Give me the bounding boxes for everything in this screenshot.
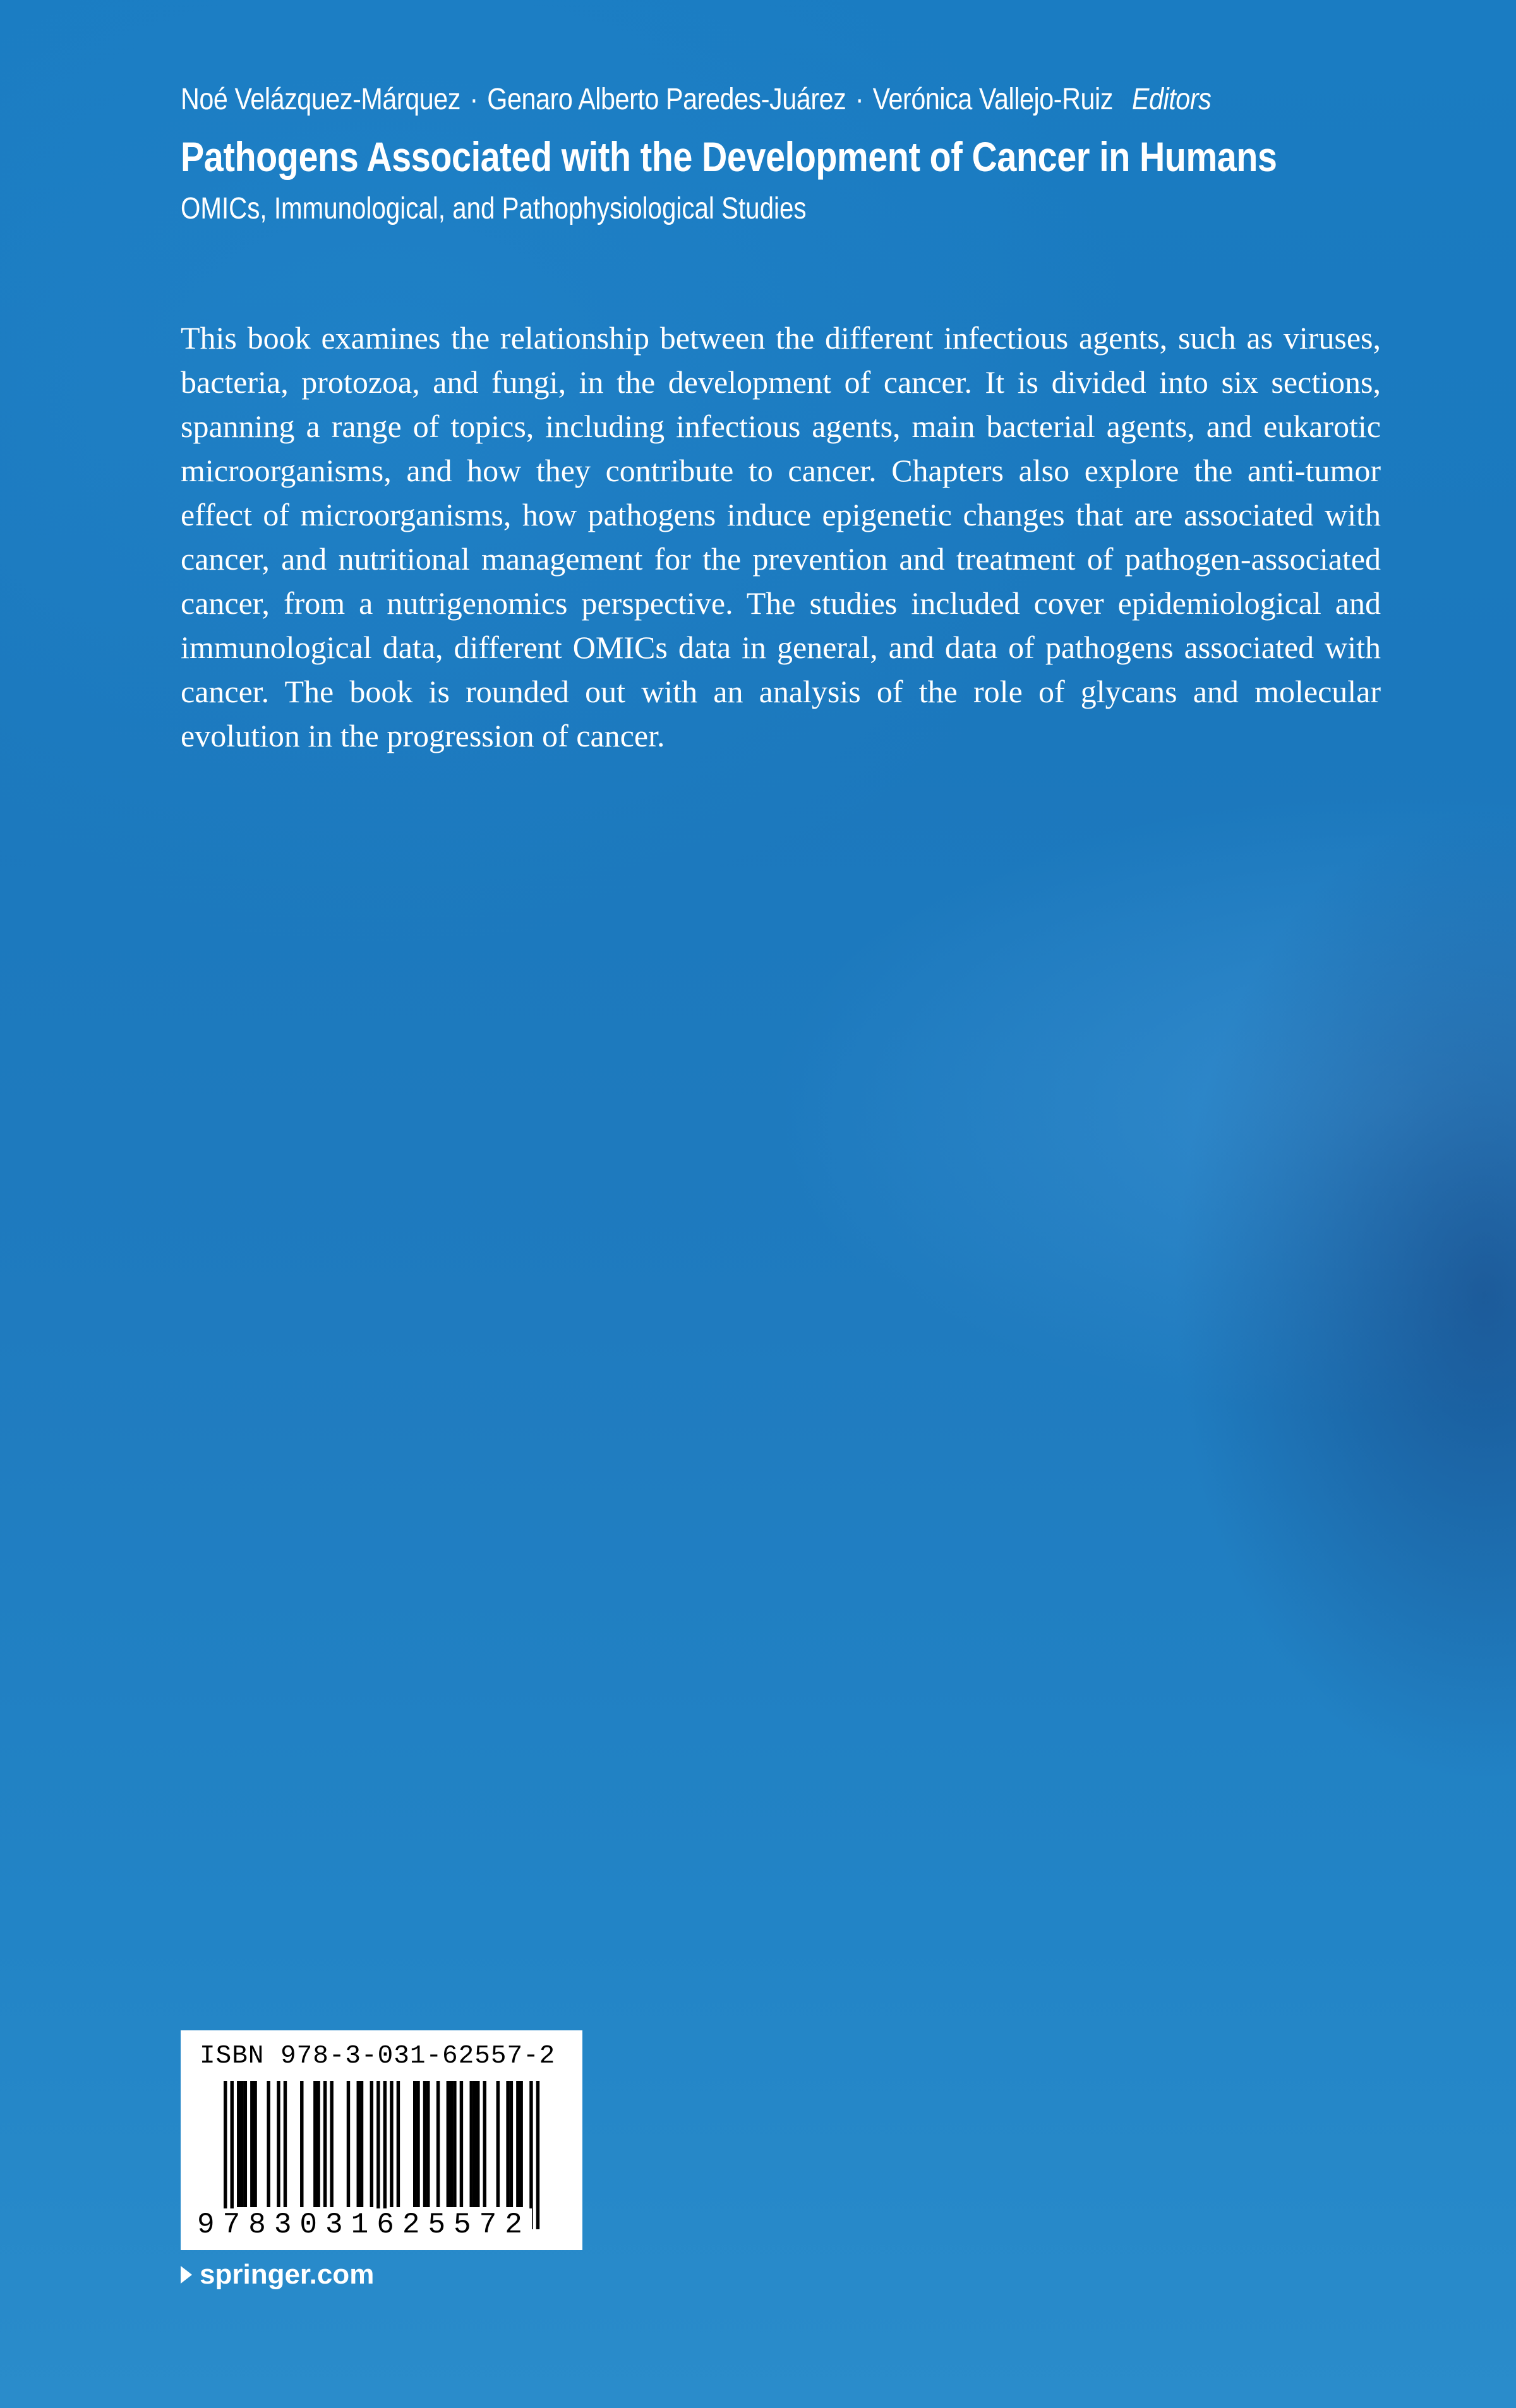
barcode-bar <box>516 2081 519 2207</box>
book-subtitle: OMICs, Immunological, and Pathophysiological Studies <box>181 192 807 225</box>
barcode-bar <box>376 2081 380 2229</box>
barcode-bar <box>284 2081 287 2207</box>
arrow-right-icon <box>181 2266 192 2284</box>
barcode-digits <box>196 2208 568 2241</box>
book-description: This book examines the relationship between the different infectious agents, such as viruses, bacteria, protozoa, and fungi, in the development of cancer. It is divided into six sections, spanning a range of topics, including infectious agents, main bacterial agents, and eukarotic microorganisms, and how they contribute to cancer. Chapters also explore the anti-tumor effect of microorganisms, how pathogens induce epigenetic changes that are associated with cancer, and nutritional management for the prevention and treatment of pathogen-associated cancer, from a nutrigenomics perspective. The studies included cover epidemiological and immunological data, different OMICs data in general, and data of pathogens associated with cancer. The book is rounded out with an analysis of the role of glycans and molecular evolution in the progression of cancer. <box>181 320 1381 753</box>
isbn-barcode-box <box>181 2030 582 2250</box>
barcode-bar <box>323 2081 327 2207</box>
barcode-bar <box>390 2081 393 2207</box>
barcode-bar <box>460 2081 463 2207</box>
editor-separator: · <box>855 83 864 116</box>
barcode-bar <box>496 2081 500 2207</box>
barcode-bar <box>347 2081 350 2207</box>
barcode-bar <box>253 2081 256 2207</box>
editor-name: Verónica Vallejo-Ruiz <box>872 83 1113 116</box>
barcode-bar <box>357 2081 360 2207</box>
publisher-website[interactable] <box>181 2259 374 2291</box>
barcode-bar <box>426 2081 430 2207</box>
barcode-bar <box>300 2081 303 2207</box>
barcode-bar <box>473 2081 476 2207</box>
barcode-bar <box>360 2081 363 2207</box>
barcode-bar <box>469 2081 472 2207</box>
editors-role: Editors <box>1131 83 1212 116</box>
editor-name: Noé Velázquez-Márquez <box>181 83 461 116</box>
barcode-bar <box>476 2081 479 2207</box>
barcode-bar <box>240 2081 243 2207</box>
publisher-website-text: springer.com <box>200 2259 375 2290</box>
editor-separator: · <box>469 83 478 116</box>
barcode-bar <box>529 2081 532 2229</box>
barcode-bar <box>436 2081 440 2207</box>
barcode-bar <box>244 2081 247 2207</box>
book-title: Pathogens Associated with the Development of Cancer in Humans <box>181 133 1277 180</box>
barcode-bar <box>267 2081 270 2207</box>
barcode-bar <box>416 2081 419 2207</box>
barcode-bar <box>413 2081 416 2207</box>
isbn-label: ISBN 978-3-031-62557-2 <box>200 2042 556 2071</box>
barcode-bar <box>483 2081 486 2207</box>
barcode-bar <box>506 2081 509 2207</box>
barcode-bar <box>510 2081 513 2207</box>
barcode-bar <box>453 2081 456 2207</box>
barcode-bar <box>330 2081 333 2207</box>
barcode-bar <box>277 2081 280 2207</box>
barcode-bar <box>423 2081 426 2207</box>
barcode-bar <box>397 2081 400 2207</box>
editors-line <box>181 82 1211 117</box>
barcode-bar <box>450 2081 453 2207</box>
barcode-bar <box>313 2081 316 2207</box>
barcode-bar <box>447 2081 450 2207</box>
barcode-bar <box>316 2081 320 2207</box>
barcode-bar <box>224 2081 227 2229</box>
barcode-bar <box>237 2081 240 2207</box>
barcode-bar <box>231 2081 234 2229</box>
barcode-digits-text: 9783031625572 <box>197 2208 531 2241</box>
barcode-bar <box>519 2081 522 2207</box>
barcode-bar <box>383 2081 387 2229</box>
barcode-bar <box>536 2081 539 2229</box>
editor-name: Genaro Alberto Paredes-Juárez <box>487 83 846 116</box>
barcode-bar <box>370 2081 373 2207</box>
barcode-bar <box>250 2081 253 2207</box>
